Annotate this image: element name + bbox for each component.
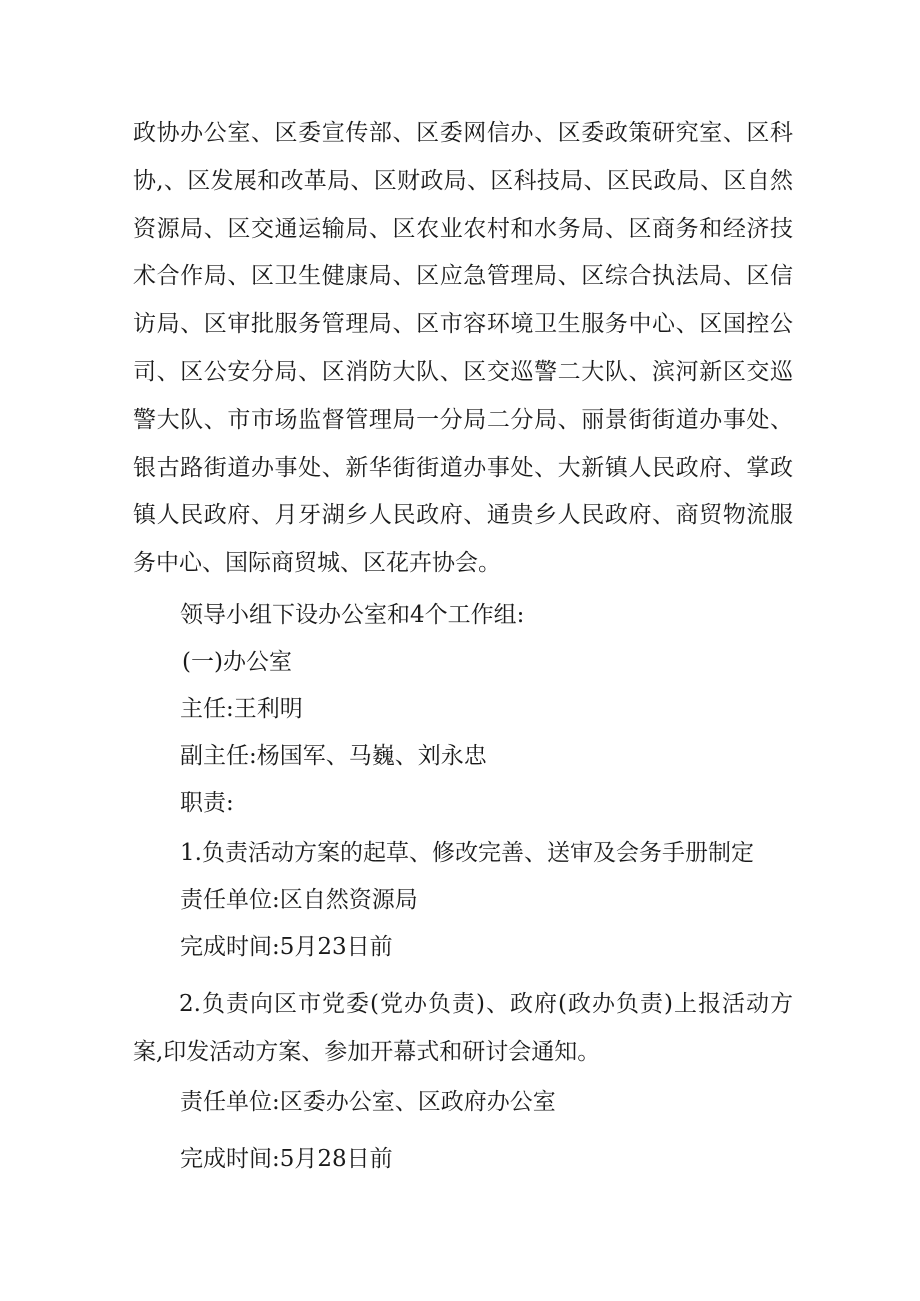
responsible-unit-2: 责任单位:区委办公室、区政府办公室 bbox=[180, 1089, 556, 1115]
director-line: 主任:王利明 bbox=[180, 696, 303, 722]
deadline-2: 完成时间:5月28日前 bbox=[180, 1146, 393, 1172]
duties-heading: 职责: bbox=[180, 790, 234, 816]
section-heading-office: (一)办公室 bbox=[182, 649, 292, 675]
deadline-1: 完成时间:5月23日前 bbox=[180, 934, 393, 960]
responsible-unit-1: 责任单位:区自然资源局 bbox=[180, 887, 418, 913]
unit-list-paragraph: 政协办公室、区委宣传部、区委网信办、区委政策研究室、区科协,、区发展和改革局、区财政局、区科技局、区民政局、区自然资源局、区交通运输局、区农业农村和水务局、区商务和经济技术合作局、区卫生健康局、区应急管理局、区综合执法局、区信访局、区审批服务管理局、区市容环境卫生服务中心、区国控公司、区公安分局、区消防大队、区交巡警二大队、滨河新区交巡警大队、市市场监督管理局一分局二分局、丽景街街道办事处、银古路街道办事处、新华街街道办事处、大新镇人民政府、掌政镇人民政府、月牙湖乡人民政府、通贵乡人民政府、商贸物流服务中心、国际商贸城、区花卉协会。 bbox=[133, 120, 793, 577]
working-groups-intro: 领导小组下设办公室和4个工作组: bbox=[180, 602, 525, 628]
duty-item-2: 2.负责向区市党委(党办负责)、政府(政办负责)上报活动方案,印发活动方案、参加开幕式和研讨会通知。 bbox=[133, 991, 793, 1065]
deputy-director-line: 副主任:杨国军、马巍、刘永忠 bbox=[180, 743, 487, 769]
duty-item-1: 1.负责活动方案的起草、修改完善、送审及会务手册制定 bbox=[180, 840, 754, 866]
